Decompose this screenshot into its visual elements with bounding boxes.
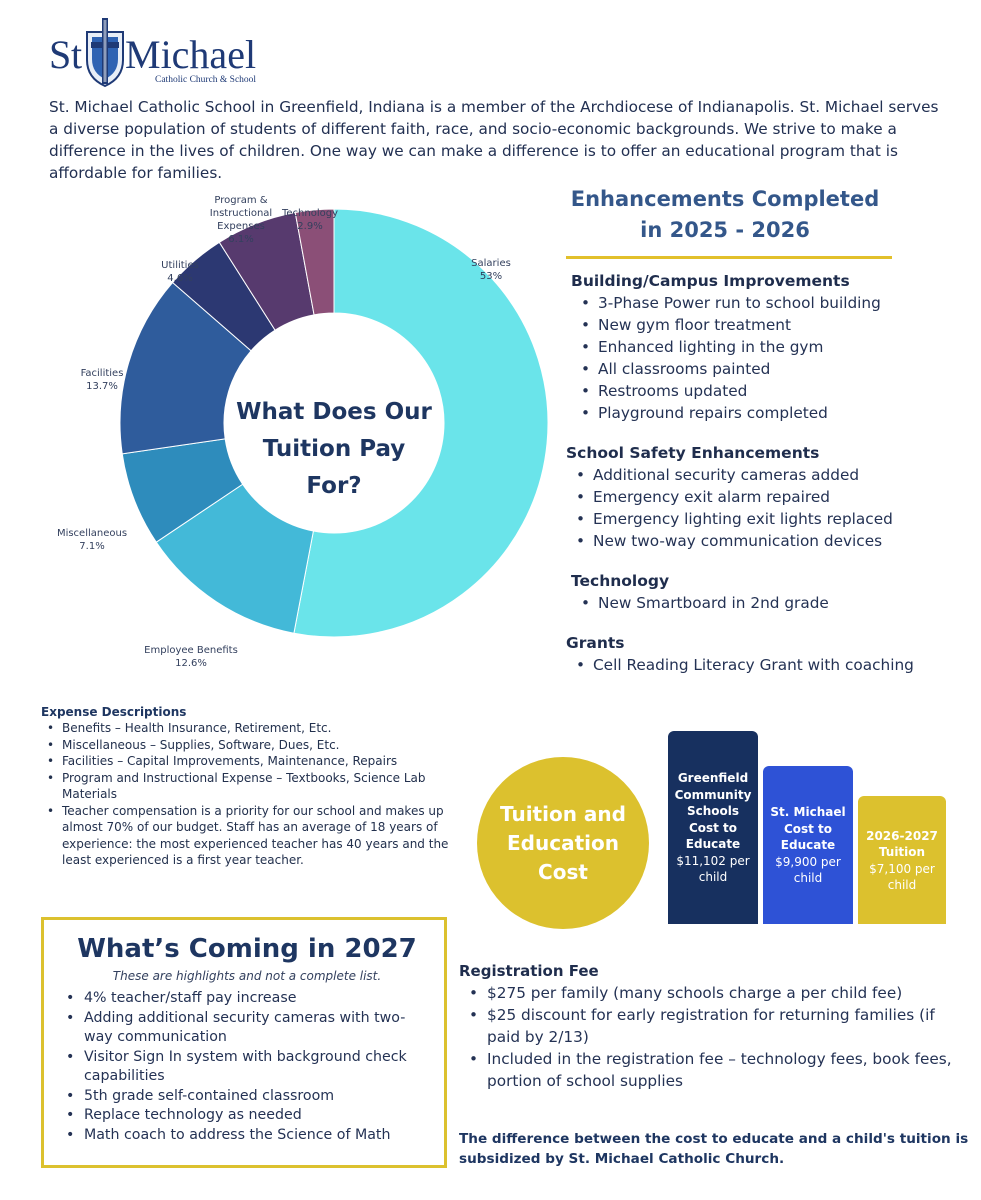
- coming-title: What’s Coming in 2027: [77, 934, 417, 964]
- enhancements-title: Enhancements Completed in 2025 - 2026: [570, 187, 880, 242]
- list-item: • New two-way communication devices: [566, 530, 966, 552]
- slice-label-utilities: Utilities 4.6%: [161, 260, 199, 284]
- svg-text:Michael: Michael: [125, 32, 257, 77]
- cost-bar-greenfield: [668, 731, 758, 924]
- safety-enhancements-section: [566, 444, 966, 552]
- list-item: • Additional security cameras added: [566, 464, 966, 486]
- list-item: • Included in the registration fee – technology fees, book fees, portion of school supplies: [459, 1048, 964, 1092]
- bar-amount: $7,100 per child: [869, 861, 935, 892]
- list-item: • $275 per family (many schools charge a per child fee): [459, 982, 964, 1004]
- cost-bar-st-michael: [763, 766, 853, 924]
- subsidy-note: The difference between the cost to educate and a child's tuition is subsidized by St. Michael Catholic Church.: [459, 1131, 969, 1167]
- list-item: • Enhanced lighting in the gym: [571, 336, 971, 358]
- list-item: • Cell Reading Literacy Grant with coaching: [566, 654, 976, 676]
- section-heading: Building/Campus Improvements: [571, 272, 850, 290]
- bar-heading: St. Michael Cost to Educate: [770, 805, 846, 853]
- list-item: • Program and Instructional Expense – Textbooks, Science Lab Materials: [41, 770, 451, 803]
- list-item: • 4% teacher/staff pay increase: [64, 989, 430, 1009]
- building-improvements-section: [571, 272, 971, 424]
- list-item: • 5th grade self-contained classroom: [64, 1087, 430, 1107]
- bar-amount: $9,900 per child: [775, 854, 841, 885]
- technology-section: [571, 572, 971, 614]
- cost-bar-tuition: [858, 796, 946, 924]
- shield-cross-icon: [87, 18, 123, 86]
- list-item: • Emergency lighting exit lights replaced: [566, 508, 966, 530]
- slice-label-facilities: Facilities 13.7%: [80, 368, 124, 392]
- list-item: • Miscellaneous – Supplies, Software, Dues, Etc.: [41, 737, 451, 754]
- bar-heading: 2026-2027 Tuition: [866, 828, 938, 859]
- svg-text:S: S: [49, 32, 72, 77]
- slice-label-miscellaneous: Miscellaneous 7.1%: [56, 528, 128, 552]
- registration-fee-section: [459, 962, 964, 1092]
- list-item: • Visitor Sign In system with background check capabilities: [64, 1048, 430, 1087]
- list-item: • Replace technology as needed: [64, 1106, 430, 1126]
- list-item: • Restrooms updated: [571, 380, 971, 402]
- coming-note: These are highlights and not a complete list.: [112, 969, 382, 983]
- list-item: • Playground repairs completed: [571, 402, 971, 424]
- svg-text:Catholic Church & School: Catholic Church & School: [155, 75, 257, 85]
- list-item: • All classrooms painted: [571, 358, 971, 380]
- list-item: • New Smartboard in 2nd grade: [571, 592, 971, 614]
- list-item: • Emergency exit alarm repaired: [566, 486, 966, 508]
- enhancements-divider: [566, 256, 892, 259]
- svg-text:t: t: [71, 32, 83, 77]
- intro-paragraph: St. Michael Catholic School in Greenfield, Indiana is a member of the Archdiocese of Indianapolis. St. Michael serves a diverse population of students of different faith, race, and socio-economic backgrounds. We strive to make a difference in the lives of children. One way we can make a difference is to offer an educational program that is affordable for families.: [49, 98, 939, 182]
- tuition-donut-chart: [40, 186, 560, 686]
- list-item: • 3-Phase Power run to school building: [571, 292, 971, 314]
- section-heading: Grants: [566, 634, 625, 652]
- list-item: • Math coach to address the Science of Math: [64, 1126, 430, 1146]
- list-item: • Teacher compensation is a priority for our school and makes up almost 70% of our budget. Staff has an average of 18 years of experience: the most experienced teacher has 40 years and the least experienced is a first year teacher.: [41, 803, 451, 869]
- slice-label-employee-benefits: Employee Benefits 12.6%: [144, 645, 238, 669]
- expense-heading: Expense Descriptions: [41, 705, 187, 719]
- bar-heading: Greenfield Community Schools Cost to Educate: [674, 771, 752, 852]
- registration-heading: Registration Fee: [459, 962, 599, 980]
- school-logo: [47, 12, 259, 90]
- bar-amount: $11,102 per child: [676, 853, 750, 884]
- chart-title: What Does Our Tuition Pay For?: [236, 399, 432, 499]
- list-item: • New gym floor treatment: [571, 314, 971, 336]
- slice-label-salaries: Salaries 53%: [471, 258, 511, 282]
- slice-label-program-instructional-expenses: Program & Instructional Expenses 6.1%: [209, 195, 273, 245]
- list-item: • Adding additional security cameras with two-way communication: [64, 1009, 430, 1048]
- slice-label-technology: Technology 2.9%: [281, 208, 339, 232]
- tuition-cost-circle: Tuition and Education Cost: [477, 757, 649, 929]
- list-item: • Facilities – Capital Improvements, Maintenance, Repairs: [41, 753, 451, 770]
- section-heading: School Safety Enhancements: [566, 444, 820, 462]
- grants-section: [566, 634, 976, 676]
- coming-2027-box: [41, 917, 447, 1168]
- section-heading: Technology: [571, 572, 670, 590]
- expense-descriptions: [41, 705, 451, 869]
- list-item: • Benefits – Health Insurance, Retirement, Etc.: [41, 720, 451, 737]
- list-item: • $25 discount for early registration for returning families (if paid by 2/13): [459, 1004, 964, 1048]
